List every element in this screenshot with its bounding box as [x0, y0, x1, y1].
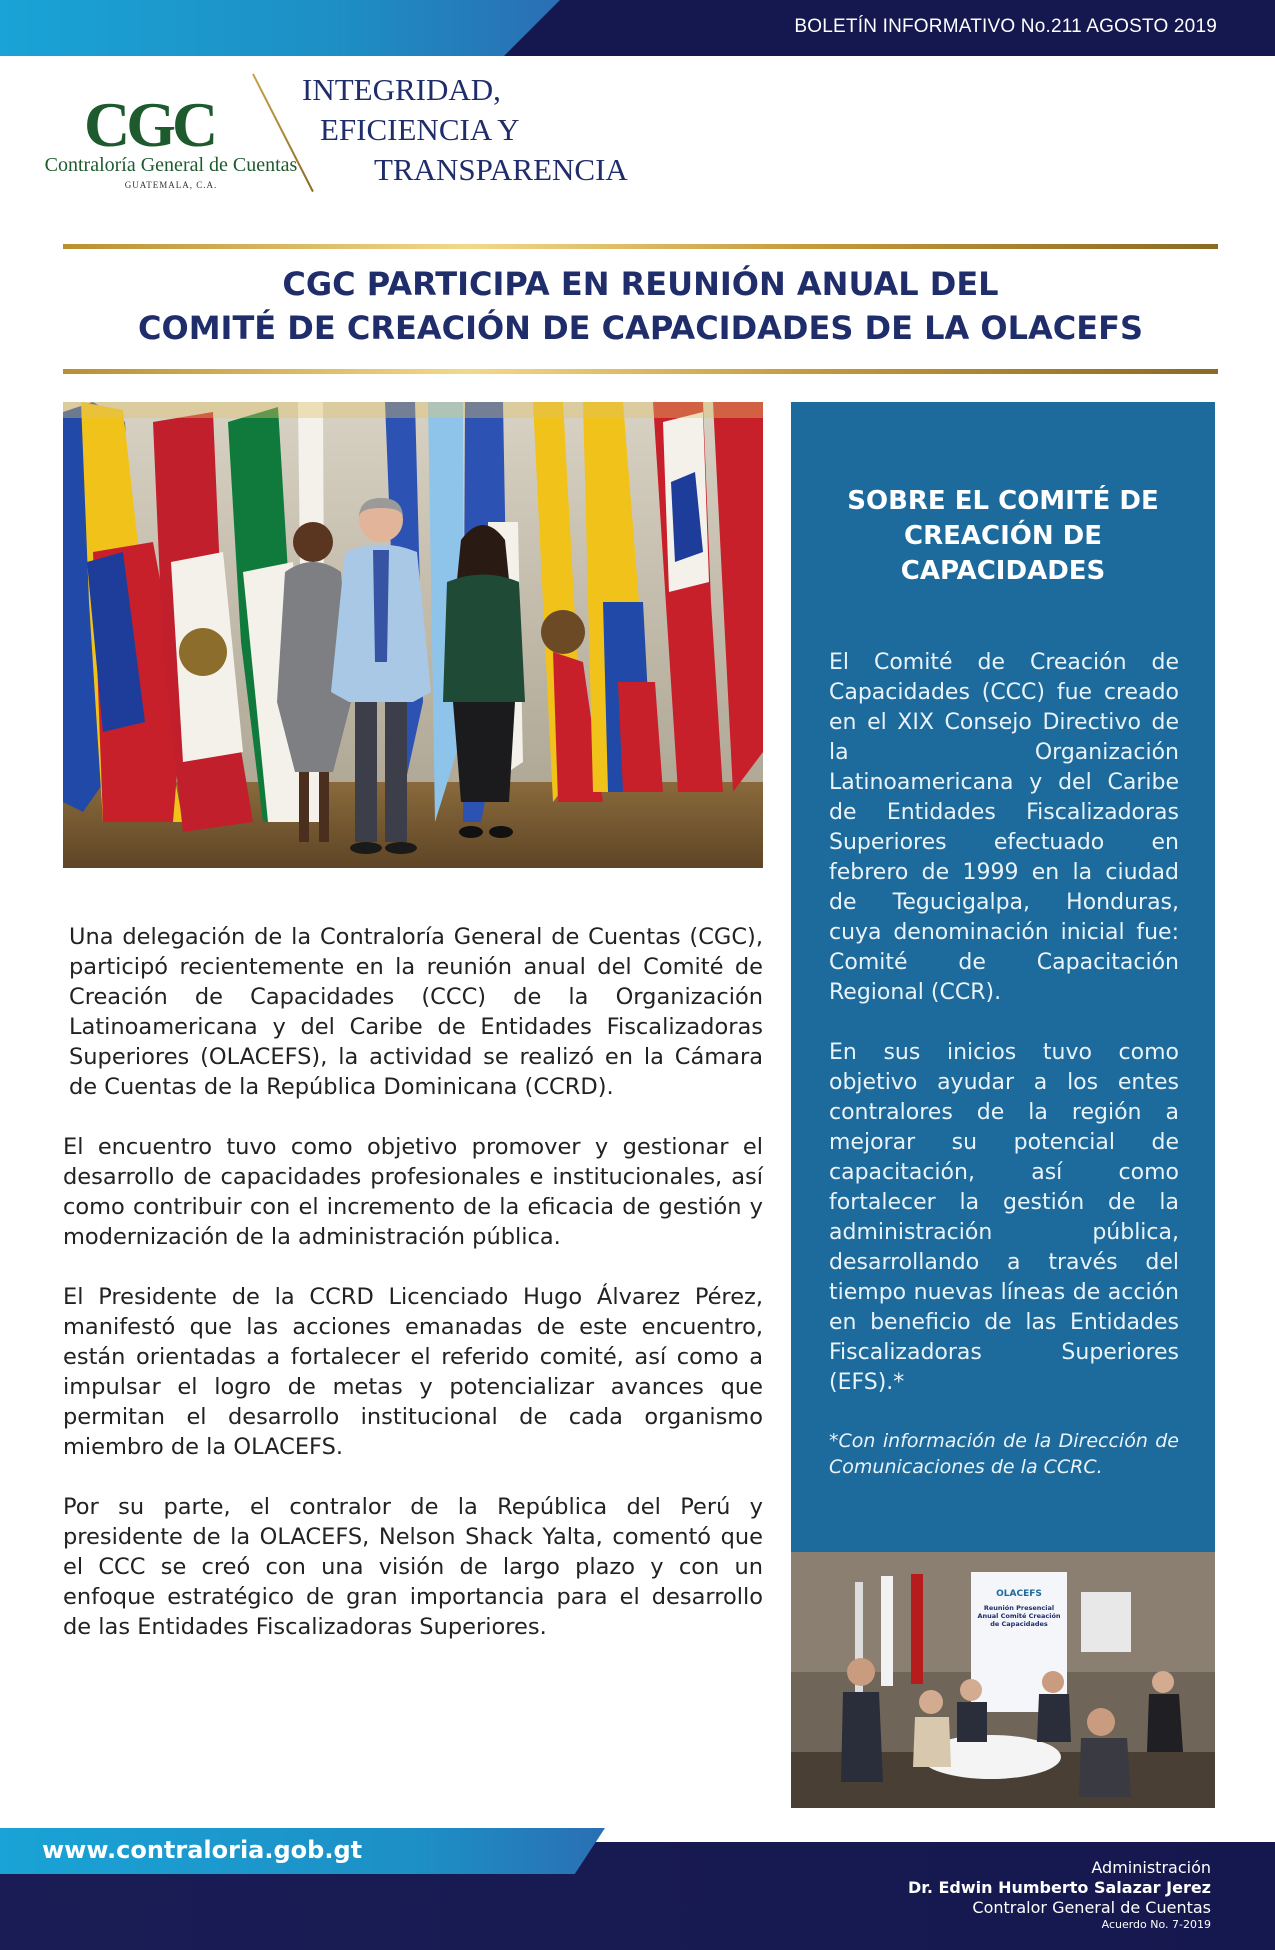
sidebar-source-note: *Con información de la Dirección de Comunicaciones de la CCRC.: [829, 1430, 1179, 1478]
logo-name: Contraloría General de Cuentas: [44, 154, 298, 176]
title-line: COMITÉ DE CREACIÓN DE CAPACIDADES DE LA OLACEFS: [138, 309, 1143, 347]
article-paragraph: Una delegación de la Contraloría General de Cuentas (CGC), participó recientemente en la reunión anual del Comité de Creación de Capacidades (CCC) de la Organización Latinoamericana y del Caribe de Entidades Fiscalizadoras Superiores (OLACEFS), la actividad se realizó en la Cámara de Cuentas de la República Dominicana (CCRD).: [69, 924, 763, 1100]
article-body: [63, 922, 763, 1672]
gold-rule-bottom: [63, 369, 1218, 374]
banner-brand: OLACEFS: [996, 1589, 1042, 1599]
cgc-logo-mark: [84, 88, 214, 162]
footer-controller-name: Dr. Edwin Humberto Salazar Jerez: [907, 1878, 1211, 1897]
cgc-logo-letters: CGC: [84, 89, 215, 160]
meeting-photo: [791, 1552, 1215, 1808]
motto-line: TRANSPARENCIA: [374, 152, 628, 187]
website-link[interactable]: www.contraloria.gob.gt: [42, 1836, 363, 1864]
meeting-photo-art: [791, 1552, 1215, 1808]
motto-line: INTEGRIDAD,: [302, 72, 501, 107]
bulletin-number: BOLETÍN INFORMATIVO No.211 AGOSTO 2019: [794, 16, 1217, 37]
sidebar-paragraph: En sus inicios tuvo como objetivo ayudar a los entes contralores de la región a mejorar su potencial de capacitación, así como fortalecer la gestión de la administración pública, desarrollando a través del tiempo nuevas líneas de acción en beneficio de las Entidades Fiscalizadoras Superiores (EFS).*: [829, 1040, 1179, 1395]
footer-controller-role: Contralor General de Cuentas: [972, 1898, 1211, 1917]
sidebar-paragraph: El Comité de Creación de Capacidades (CCC) fue creado en el XIX Consejo Directivo de la Organización Latinoamericana y del Caribe de Entidades Fiscalizadoras Superiores efectuado en febrero de 1999 en la ciudad de Tegucigalpa, Honduras, cuya denominación inicial fue: Comité de Capacitación Regional (CCR).: [829, 650, 1179, 1005]
footer-admin-label: Administración: [1091, 1858, 1211, 1877]
sidebar-title: SOBRE EL COMITÉ DE CREACIÓN DE CAPACIDADES: [847, 486, 1159, 586]
delegation-photo: [63, 402, 763, 868]
delegation-photo-art: [63, 402, 763, 868]
title-line: CGC PARTICIPA EN REUNIÓN ANUAL DEL: [282, 265, 999, 303]
banner-text: Reunión Presencial Anual Comité Creación de Capacidades: [977, 1604, 1061, 1628]
article-paragraph: Por su parte, el contralor de la República del Perú y presidente de la OLACEFS, Nelson Shack Yalta, comentó que el CCC se creó con una visión de largo plazo y con un enfoque estratégico de gran importancia para el desarrollo de las Entidades Fiscalizadoras Superiores.: [63, 1494, 763, 1640]
cgc-logo: [36, 88, 306, 198]
logo-location: GUATEMALA, C.A.: [124, 180, 218, 190]
footer-agreement: Acuerdo No. 7-2019: [1101, 1918, 1211, 1931]
article-paragraph: El encuentro tuvo como objetivo promover y gestionar el desarrollo de capacidades profesionales e institucionales, así como contribuir con el incremento de la eficacia de gestión y modernización de la administración pública.: [63, 1134, 763, 1250]
top-banner-accent: [0, 0, 560, 56]
motto: [302, 70, 628, 190]
footer-credits: [908, 1858, 1211, 1932]
sidebar-box: [791, 402, 1215, 1552]
gold-rule-top: [63, 244, 1218, 249]
sidebar-text: [829, 648, 1179, 1510]
page-title: [63, 262, 1218, 350]
article-paragraph: El Presidente de la CCRD Licenciado Hugo Álvarez Pérez, manifestó que las acciones emanadas de este encuentro, están orientadas a fortalecer el referido comité, así como a impulsar el logro de metas y potencializar avances que permitan el desarrollo institucional de cada organismo miembro de la OLACEFS.: [63, 1284, 763, 1460]
motto-line: EFICIENCIA Y: [320, 112, 520, 147]
